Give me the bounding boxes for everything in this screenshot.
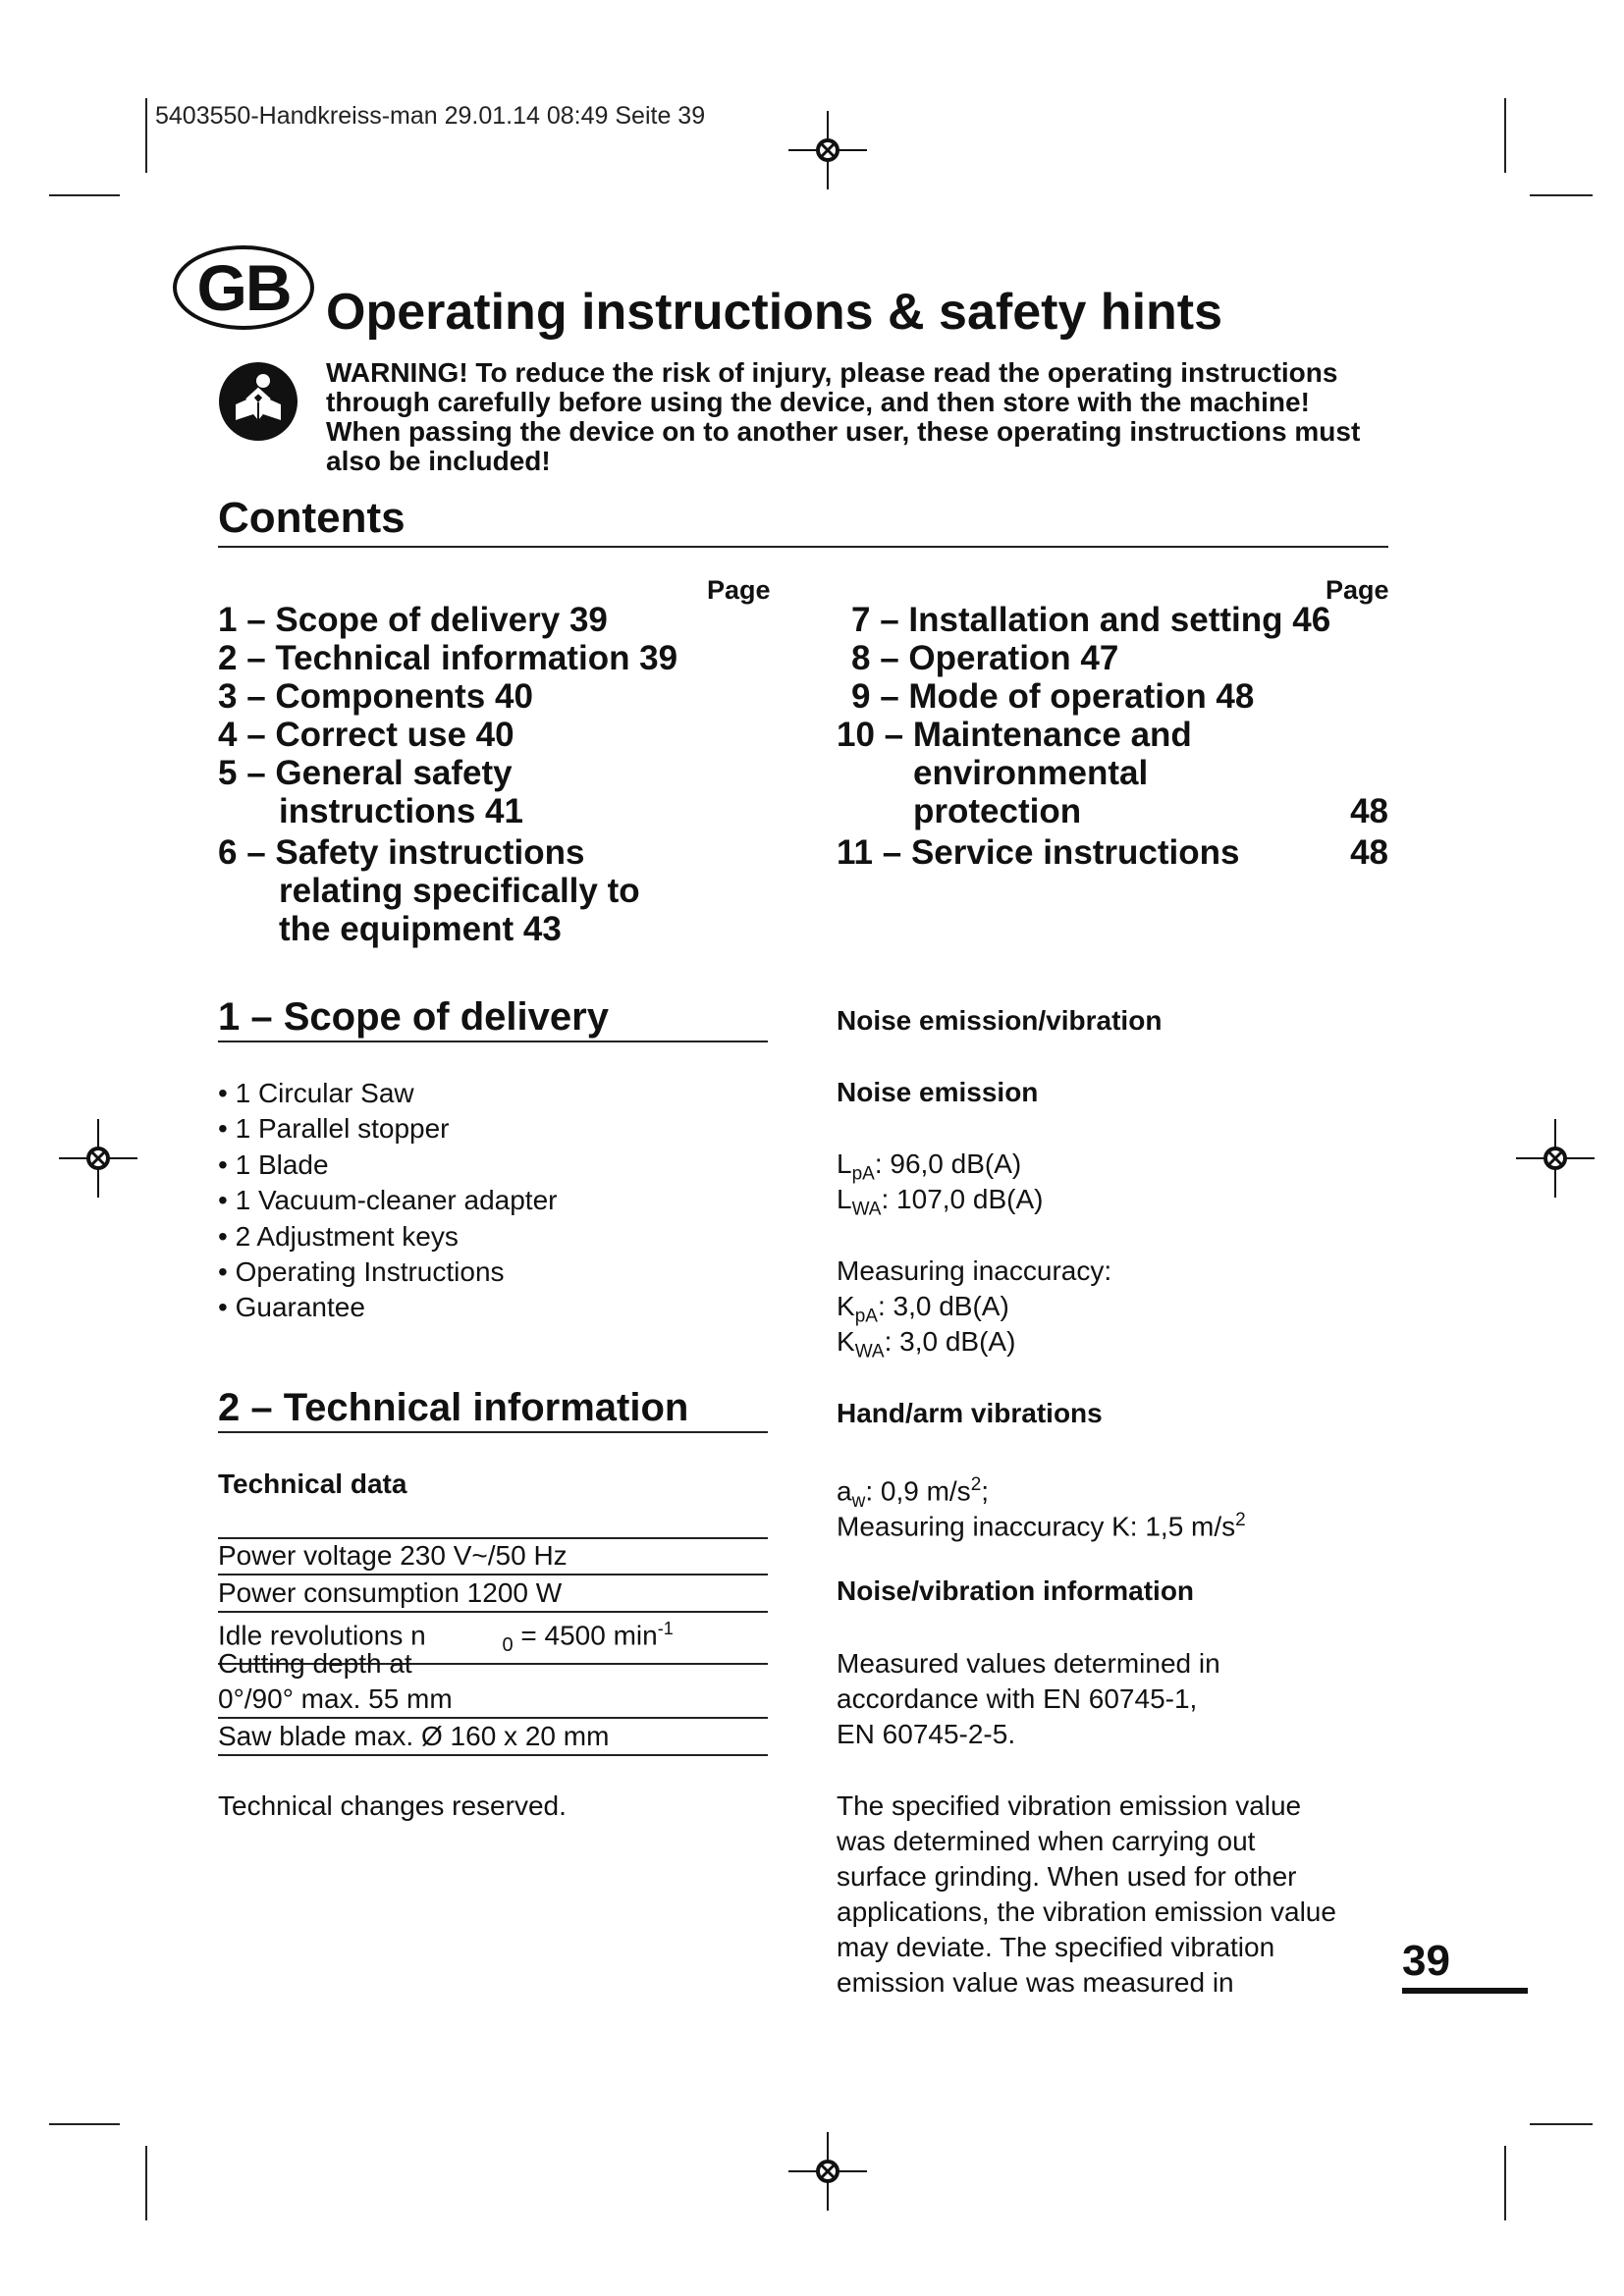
toc-entry[interactable] <box>218 639 768 677</box>
spec-label: Idle revolutions n <box>218 1620 426 1651</box>
subheading: Technical data <box>218 1468 407 1499</box>
kwa-value: $K_{WA}$: 3,0 dB(A) <box>837 1326 1016 1362</box>
registration-mark-icon <box>59 1119 137 1198</box>
spec-row: Saw blade max. Ø 160 x 20 mm <box>218 1719 768 1756</box>
toc-entry[interactable] <box>218 833 768 948</box>
spec-sub: 0 <box>502 1633 514 1656</box>
toc-text: Correct use 40 <box>275 716 514 754</box>
section-heading: 1 – Scope of delivery <box>218 995 609 1039</box>
page-number: 39 <box>1402 1937 1450 1985</box>
page-title: Operating instructions & safety hints <box>326 284 1223 341</box>
toc-text: General safety <box>275 754 513 792</box>
list-item: • 1 Blade <box>218 1148 558 1183</box>
toc-num: 3 – <box>218 677 266 716</box>
toc-text-cont: instructions 41 <box>279 792 523 830</box>
list-item: • 1 Circular Saw <box>218 1076 558 1111</box>
list-item: • Guarantee <box>218 1290 558 1325</box>
toc-num: 5 – <box>218 754 266 792</box>
page-number-rule <box>1402 1988 1528 1994</box>
toc-text: Maintenance and <box>912 716 1192 754</box>
list-item: • 2 Adjustment keys <box>218 1219 558 1255</box>
subheading: Hand/arm vibrations <box>837 1398 1103 1428</box>
lpa-value: $L_{pA}$: 96,0 dB(A) <box>837 1148 1022 1185</box>
toc-page: 48 <box>1350 792 1388 830</box>
toc-entry[interactable] <box>837 716 1388 830</box>
specified-text: The specified vibration emission value was determined when carrying out surface grinding. When used for other applications, the vibration emission value may deviate. The specified vibration emission value was measured in <box>837 1790 1336 1998</box>
crop-mark <box>1530 2123 1593 2125</box>
toc-text-cont: protection <box>913 792 1082 830</box>
contents-rule <box>218 546 1388 548</box>
crop-mark <box>1504 2146 1506 2220</box>
k-value: Measuring inaccuracy K: 1,5 $m/s^2$ <box>837 1510 1246 1542</box>
toc-entry[interactable] <box>837 601 1388 639</box>
spec-row: 0°/90° max. 55 mm <box>218 1682 768 1719</box>
list-item: • Operating Instructions <box>218 1255 558 1290</box>
section-heading: 2 – Technical information <box>218 1386 689 1429</box>
toc-text: Scope of delivery 39 <box>275 601 608 639</box>
page-column-label: Page <box>707 575 771 605</box>
toc-text: Mode of operation 48 <box>908 677 1255 716</box>
toc-num: 9 – <box>851 677 899 716</box>
aw-value: $a_w$: 0,9 $m/s^2$; <box>837 1474 990 1512</box>
toc-num: 4 – <box>218 716 266 754</box>
toc-text-cont: environmental <box>913 754 1149 792</box>
crop-mark <box>145 98 147 173</box>
toc-text: Service instructions <box>910 833 1240 872</box>
warning-text: WARNING! To reduce the risk of injury, please read the operating instructions through carefully before using the device, and then store with the machine! When passing the device on to another user, these operating instructions must also be included! <box>326 357 1361 476</box>
crop-mark <box>49 2123 120 2125</box>
crop-mark <box>1530 194 1593 196</box>
language-badge <box>173 245 314 330</box>
toc-entry[interactable] <box>837 677 1388 716</box>
measured-text: Measured values determined in accordance with EN 60745-1, EN 60745-2-5. <box>837 1648 1220 1749</box>
toc-num: 7 – <box>851 601 899 639</box>
registration-mark-icon <box>1516 1119 1595 1198</box>
toc-num: 10 – <box>837 716 904 754</box>
spec-row: Power voltage 230 V~/50 Hz <box>218 1538 768 1575</box>
crop-mark <box>1504 98 1506 173</box>
kpa-value: $K_{pA}$: 3,0 dB(A) <box>837 1291 1009 1327</box>
spec-row: Cutting depth at <box>218 1648 412 1679</box>
list-item: • 1 Parallel stopper <box>218 1111 558 1147</box>
toc-num: 2 – <box>218 639 266 677</box>
toc-num: 8 – <box>851 639 899 677</box>
contents-heading: Contents <box>218 494 406 542</box>
inaccuracy-label: Measuring inaccuracy: <box>837 1255 1112 1286</box>
delivery-list <box>218 1076 558 1326</box>
read-manual-icon <box>218 361 298 442</box>
print-slug: 5403550-Handkreiss-man 29.01.14 08:49 Seite 39 <box>155 102 706 130</box>
toc-entry[interactable] <box>218 677 768 716</box>
section-rule <box>218 1431 768 1433</box>
toc-text-cont: the equipment 43 <box>279 910 562 948</box>
toc-num: 6 – <box>218 833 266 872</box>
toc-text-cont: relating specifically to <box>279 872 640 910</box>
toc-text: Operation 47 <box>908 639 1119 677</box>
crop-mark <box>145 2146 147 2220</box>
spec-value: = 4500 min <box>520 1620 658 1651</box>
spec-row: Power consumption 1200 W <box>218 1575 768 1613</box>
toc-text: Installation and setting 46 <box>908 601 1331 639</box>
registration-mark-icon <box>788 111 867 189</box>
page-column-label: Page <box>1326 575 1389 605</box>
language-badge-text: GB <box>196 251 291 324</box>
toc-right-column <box>837 601 1388 872</box>
subheading: Noise/vibration information <box>837 1575 1195 1606</box>
toc-text: Technical information 39 <box>275 639 678 677</box>
toc-entry[interactable] <box>837 833 1388 872</box>
toc-num: 11 – <box>837 833 902 872</box>
lwa-value: $L_{WA}$: 107,0 dB(A) <box>837 1184 1044 1220</box>
toc-entry[interactable] <box>218 754 768 830</box>
toc-text: Components 40 <box>275 677 533 716</box>
toc-page: 48 <box>1350 833 1388 872</box>
spec-sup: -1 <box>657 1619 674 1638</box>
note-text: Technical changes reserved. <box>218 1790 567 1821</box>
crop-mark <box>49 194 120 196</box>
subheading: Noise emission <box>837 1077 1039 1107</box>
toc-text: Safety instructions <box>275 833 585 872</box>
list-item: • 1 Vacuum-cleaner adapter <box>218 1183 558 1218</box>
toc-entry[interactable] <box>837 639 1388 677</box>
section-heading: Noise emission/vibration <box>837 1005 1163 1036</box>
toc-entry[interactable] <box>218 601 768 639</box>
toc-entry[interactable] <box>218 716 768 754</box>
registration-mark-icon <box>788 2132 867 2211</box>
toc-num: 1 – <box>218 601 266 639</box>
section-rule <box>218 1041 768 1042</box>
toc-left-column <box>218 601 768 948</box>
